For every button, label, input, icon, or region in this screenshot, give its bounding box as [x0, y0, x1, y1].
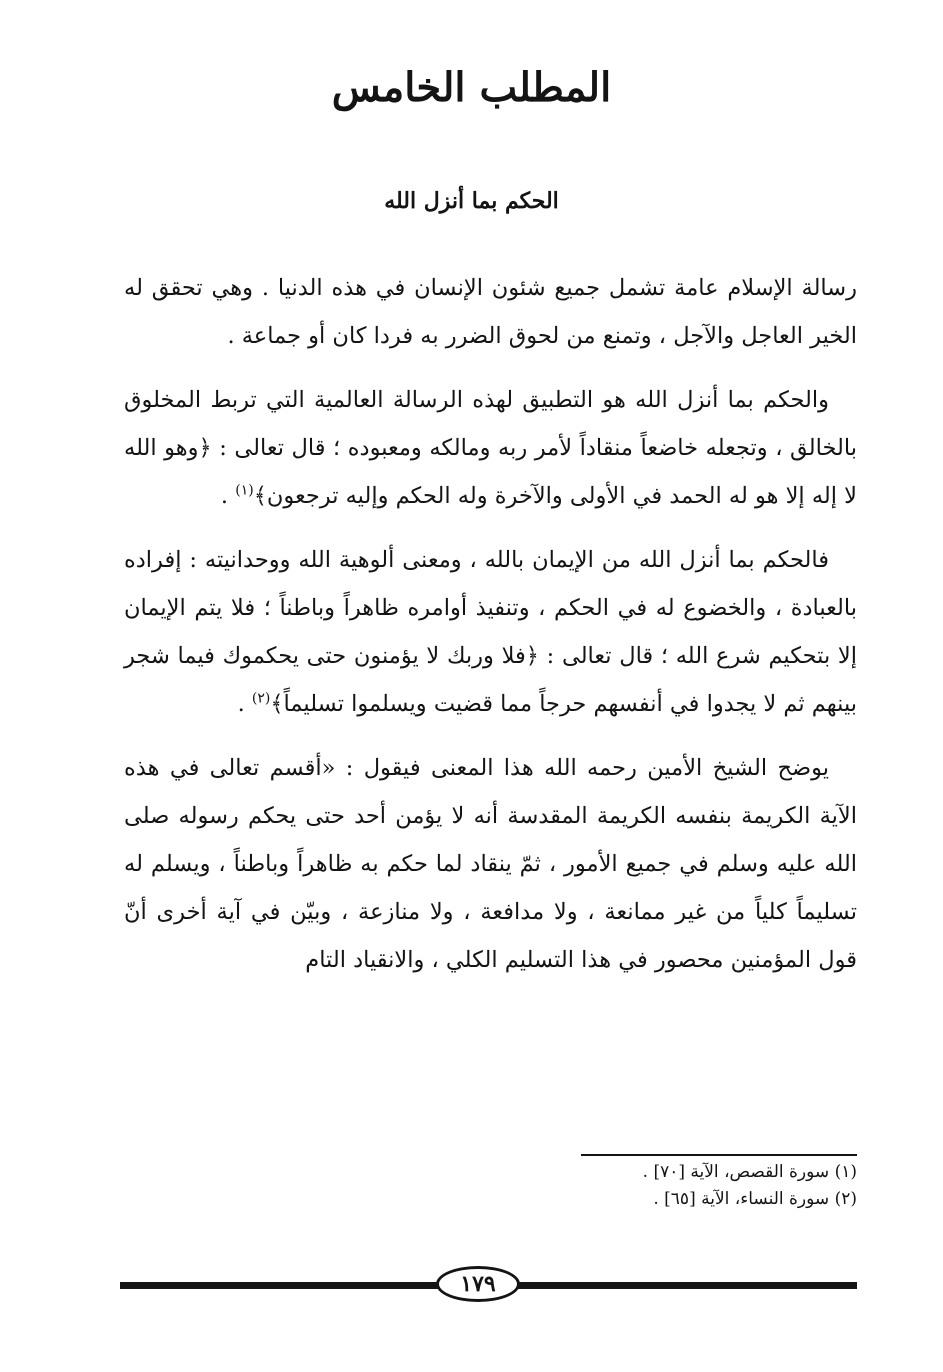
paragraph-2 — [124, 376, 857, 520]
footnote-2: (٢) سورة النساء، الآية [٦٥] . — [653, 1189, 857, 1209]
paragraph-text: يوضح الشيخ الأمين رحمه الله هذا المعنى فيقول : «أقسم تعالى في هذه الآية الكريمة بنفسه الكريمة المقدسة أنه لا يؤمن أحد حتى يحكم رسوله صلى الله عليه وسلم في جميع الأمور ، ثمّ ينقاد لما حكم به ظاهراً وباطناً ، ويسلم له تسليماً كلياً من غير ممانعة ، ولا مدافعة ، ولا منازعة ، وبيّن في آية أخرى أنّ قول المؤمنين محصور في هذا التسليم الكلي ، والانقياد التام — [124, 755, 857, 973]
footnote-ref: (٢) — [251, 690, 271, 707]
footnotes — [357, 1159, 857, 1213]
chapter-title: المطلب الخامس — [331, 64, 612, 111]
paragraph-1 — [124, 264, 857, 360]
page-number: ١٧٩ — [436, 1266, 520, 1302]
paragraph-text: رسالة الإسلام عامة تشمل جميع شئون الإنسان في هذه الدنيا . وهي تحقق له الخير العاجل والآجل ، وتمنع من لحوق الضرر به فردا كان أو جماعة . — [124, 275, 857, 349]
paragraph-tail: . — [220, 483, 236, 509]
footnote-divider — [581, 1154, 857, 1156]
section-title: الحكم بما أنزل الله — [384, 188, 559, 214]
paragraph-tail: . — [237, 691, 252, 717]
footnote-1: (١) سورة القصص، الآية [٧٠] . — [642, 1162, 857, 1182]
footnote-ref: (١) — [235, 482, 254, 499]
paragraph-4 — [124, 744, 857, 984]
paragraph-3 — [124, 536, 857, 728]
paragraph-text: فالحكم بما أنزل الله من الإيمان بالله ، ومعنى ألوهية الله ووحدانيته : إفراده بالعبادة ، والخضوع له في الحكم ، وتنفيذ أوامره ظاهراً وباطناً ؛ فلا يتم الإيمان إلا بتحكيم شرع الله ؛ قال تعالى : ﴿فلا وربك لا يؤمنون حتى يحكموك فيما شجر بينهم ثم لا يجدوا في أنفسهم حرجاً مما قضيت ويسلموا تسليماً﴾ — [124, 547, 857, 717]
paragraph-text: والحكم بما أنزل الله هو التطبيق لهذه الرسالة العالمية التي تربط المخلوق بالخالق ، وتجعله خاضعاً منقاداً لأمر ربه ومالكه ومعبوده ؛ قال تعالى : ﴿وهو الله لا إله إلا هو له الحمد في الأولى والآخرة وله الحكم وإليه ترجعون﴾ — [124, 387, 857, 509]
body-text — [124, 264, 857, 1000]
